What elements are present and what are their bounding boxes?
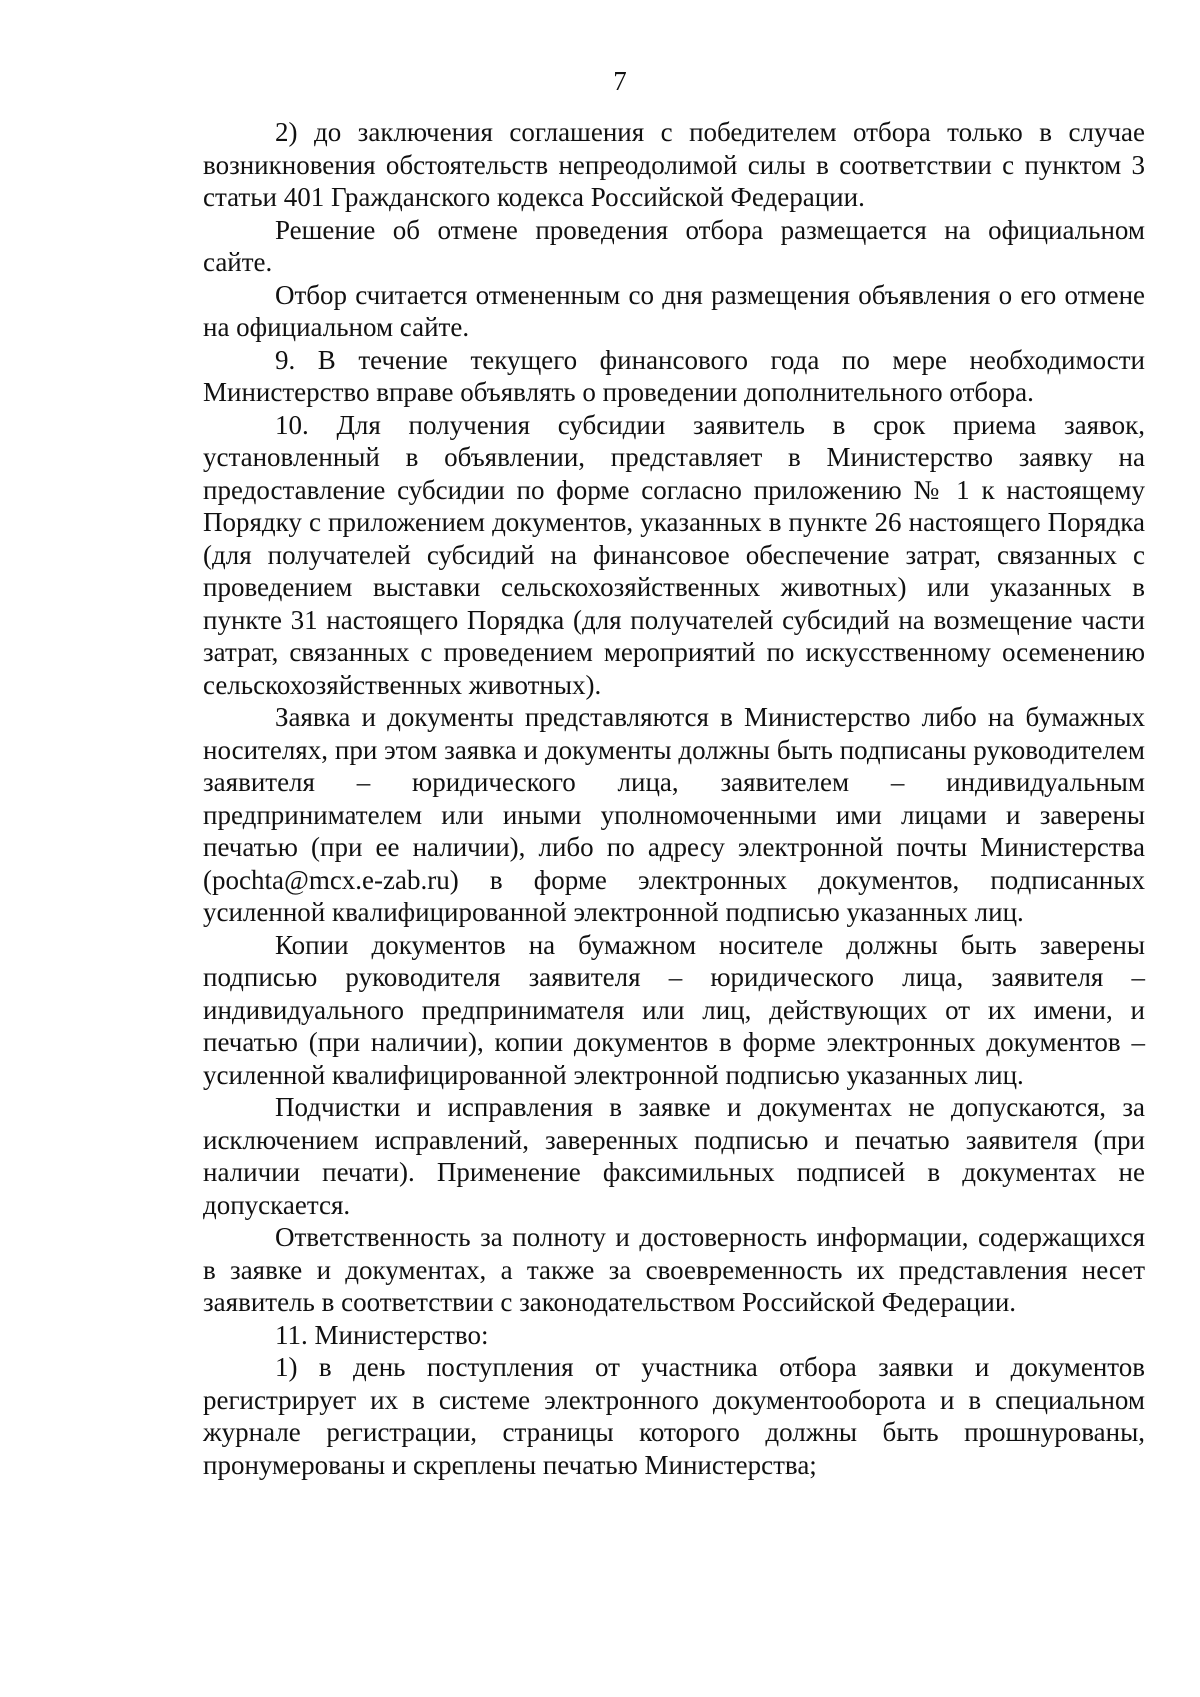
paragraph-responsibility: Ответственность за полноту и достоверность информации, содержащихся в заявке и документах, а также за своевременность их представления несет заявитель в соответствии с законодательством Российской Федерации. (203, 1222, 1145, 1317)
paragraph-submission-methods: Заявка и документы представляются в Министерство либо на бумажных носителях, при этом заявка и документы должны быть подписаны руководителем заявителя – юридического лица, заявителем – индивидуальным предпринимателем или иными уполномоченными ими лицами и заверены печатью (при ее наличии), либо по адресу электронной почты Министерства (pochta@mcx.e-zab.ru) в форме электронных документов, подписанных усиленной квалифицированной электронной подписью указанных лиц. (203, 702, 1145, 927)
paragraph-clause-11-item-1: 1) в день поступления от участника отбора заявки и документов регистрирует их в системе электронного документооборота и в специальном журнале регистрации, страницы которого должны быть прошнурованы, пронумерованы и скреплены печатью Министерства; (203, 1352, 1145, 1480)
paragraph-document-copies: Копии документов на бумажном носителе должны быть заверены подписью руководителя заявителя – юридического лица, заявителя – индивидуального предпринимателя или лиц, действующих от их имени, и печатью (при наличии), копии документов в форме электронных документов – усиленной квалифицированной электронной подписью указанных лиц. (203, 929, 1145, 1090)
paragraph-item-2: 2) до заключения соглашения с победителем отбора только в случае возникновения обстоятельств непреодолимой силы в соответствии с пунктом 3 статьи 401 Гражданского кодекса Российской Федерации. (203, 117, 1145, 212)
paragraph-clause-9: 9. В течение текущего финансового года по мере необходимости Министерство вправе объявлять о проведении дополнительного отбора. (203, 344, 1145, 407)
paragraph-corrections: Подчистки и исправления в заявке и документах не допускаются, за исключением исправлений, заверенных подписью и печатью заявителя (при наличии печати). Применение факсимильных подписей в документах не допускается. (203, 1092, 1145, 1220)
page-number: 7 (613, 66, 627, 96)
paragraph-cancellation-date: Отбор считается отмененным со дня размещения объявления о его отмене на официальном сайте. (203, 279, 1145, 342)
paragraph-clause-10: 10. Для получения субсидии заявитель в срок приема заявок, установленный в объявлении, представляет в Министерство заявку на предоставление субсидии по форме согласно приложению № 1 к настоящему Порядку с приложением документов, указанных в пункте 26 настоящего Порядка (для получателей субсидий на финансовое обеспечение затрат, связанных с проведением выставки сельскохозяйственных животных) или указанных в пункте 31 настоящего Порядка (для получателей субсидий на возмещение части затрат, связанных с проведением мероприятий по искусственному осеменению сельскохозяйственных животных). (203, 409, 1145, 700)
document-body (203, 116, 1145, 1481)
paragraph-cancellation-decision: Решение об отмене проведения отбора размещается на официальном сайте. (203, 214, 1145, 277)
paragraph-clause-11: 11. Министерство: (275, 1319, 489, 1350)
